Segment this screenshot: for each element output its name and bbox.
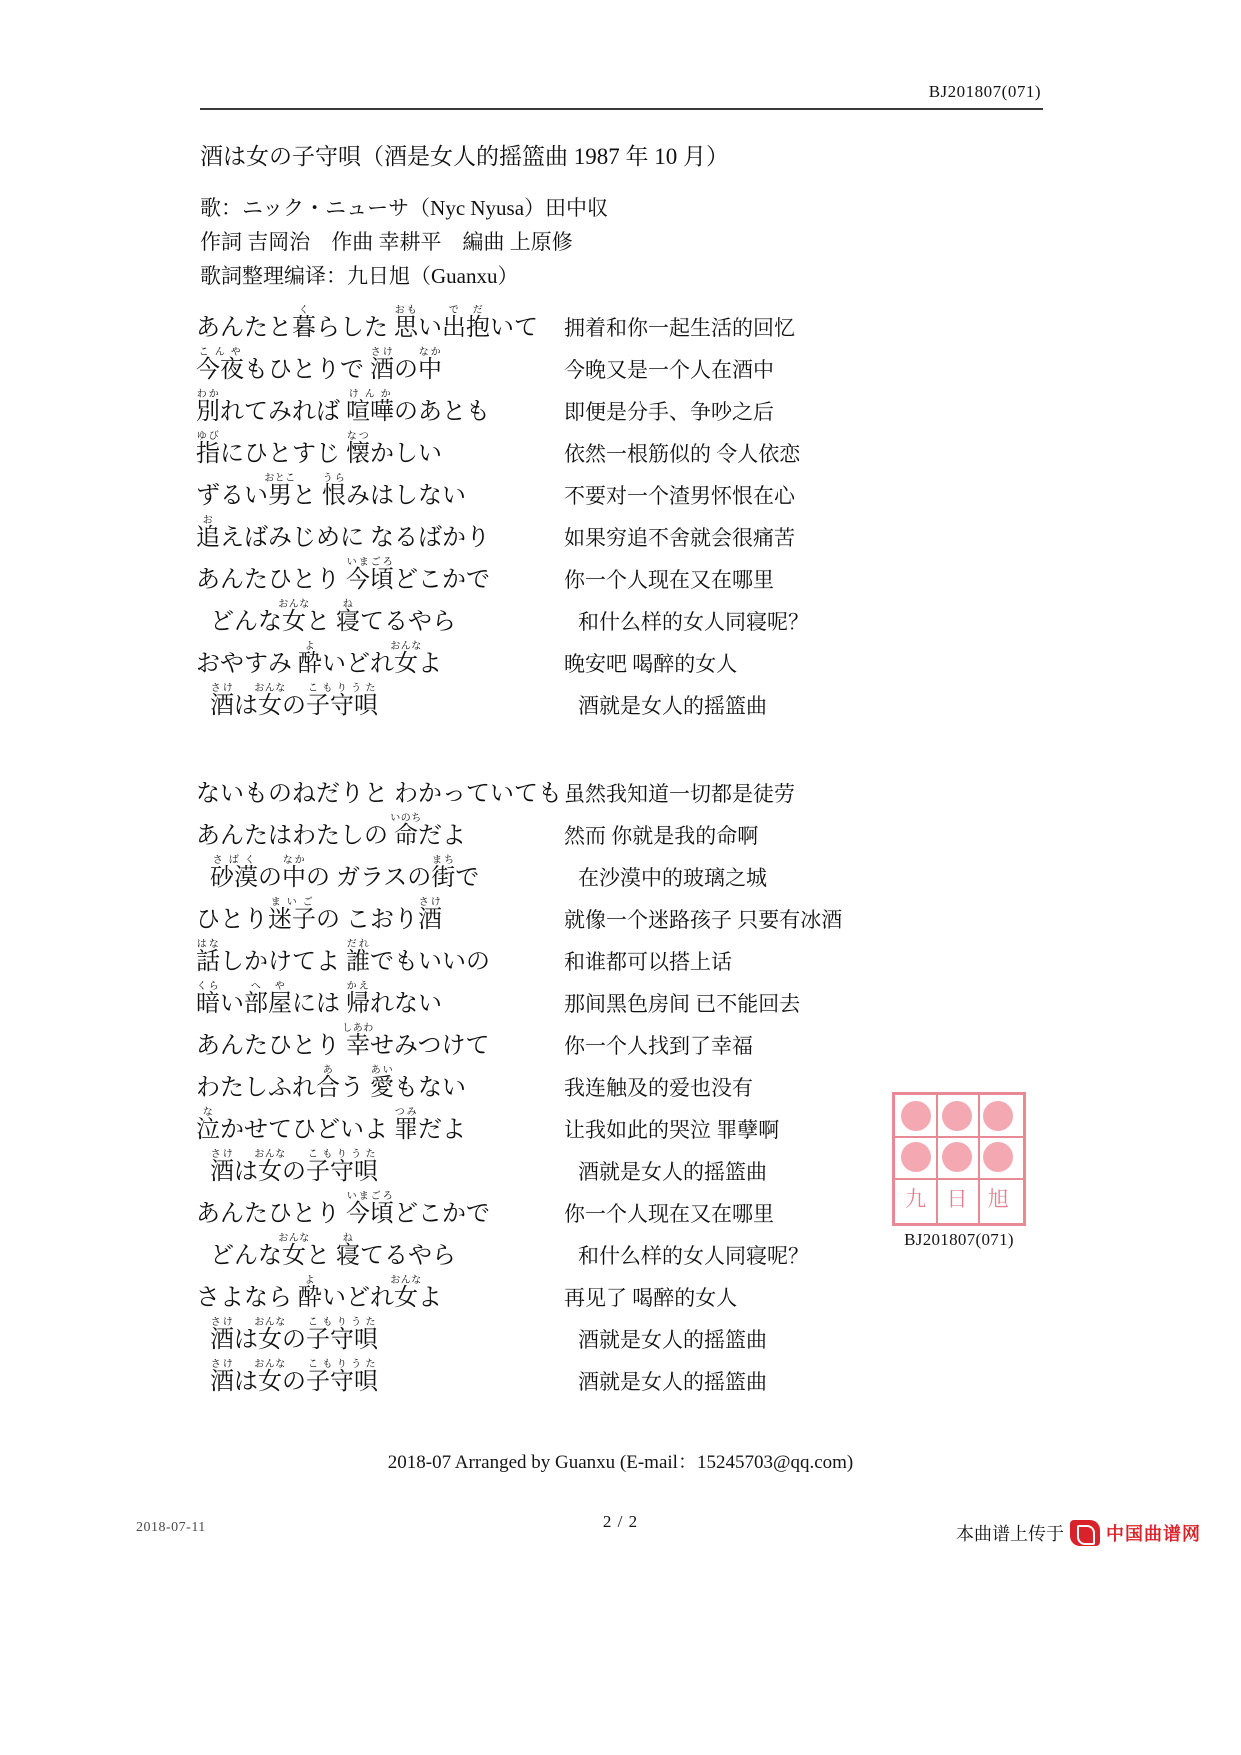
lyric-line: [196, 1354, 1096, 1396]
lyric-stanza: [196, 300, 1096, 720]
lyric-chinese: 今晚又是一个人在酒中: [564, 358, 774, 382]
seal-dot: [942, 1101, 972, 1131]
lyric-japanese: 酒さけは女おんなの子守唄こもりうた: [210, 1359, 378, 1395]
lyric-japanese: 酒さけは女おんなの子守唄こもりうた: [210, 1149, 378, 1185]
seal-stamp: [892, 1092, 1026, 1226]
page-title: 酒は女の子守唄（酒是女人的摇篮曲 1987 年 10 月）: [200, 144, 729, 169]
lyric-japanese: あんたひとり 今頃いまごろどこかで: [196, 1191, 490, 1227]
seal-dot: [983, 1142, 1013, 1172]
lyric-japanese: 話はなしかけてよ 誰だれでもいいの: [196, 939, 490, 975]
lyric-chinese: 虽然我知道一切都是徒劳: [564, 782, 795, 806]
credit-line: 作詞 吉岡治 作曲 幸耕平 編曲 上原修: [200, 229, 573, 254]
lyric-chinese: 如果穷追不舍就会很痛苦: [564, 526, 795, 550]
credits-block: [200, 191, 920, 293]
lyric-chinese: 在沙漠中的玻璃之城: [578, 866, 767, 890]
lyric-japanese: 今夜こんやもひとりで 酒さけの中なか: [196, 347, 442, 383]
lyric-chinese: 然而 你就是我的命啊: [564, 824, 759, 848]
seal-character: 九: [905, 1187, 927, 1212]
lyric-line: [196, 342, 1096, 384]
seal-dot: [901, 1101, 931, 1131]
lyric-chinese: 不要对一个渣男怀恨在心: [564, 484, 795, 508]
header-divider: [200, 108, 1043, 110]
lyrics-body: [196, 300, 1096, 1442]
lyric-chinese: 依然一根筋似的 令人依恋: [564, 442, 801, 466]
lyric-line: [196, 850, 1096, 892]
lyric-chinese: 酒就是女人的摇篮曲: [578, 1328, 767, 1352]
footer-brand-name: 中国曲谱网: [1106, 1524, 1201, 1544]
lyric-line: [196, 552, 1096, 594]
site-logo-icon: [1070, 1520, 1100, 1546]
lyric-chinese: 和什么样的女人同寝呢？: [578, 610, 809, 634]
lyric-chinese: 那间黑色房间 已不能回去: [564, 992, 801, 1016]
lyric-line: [196, 510, 1096, 552]
lyric-japanese: 酒さけは女おんなの子守唄こもりうた: [210, 683, 378, 719]
lyric-japanese: 別わかれてみれば 喧嘩けんかのあとも: [196, 389, 490, 425]
seal-dot: [983, 1101, 1013, 1131]
lyric-japanese: あんたと暮くらした 思おもい出で抱だいて: [196, 305, 538, 341]
lyric-chinese: 你一个人现在又在哪里: [564, 1202, 774, 1226]
lyric-line: [196, 892, 1096, 934]
lyric-japanese: さよなら 酔よいどれ女おんなよ: [196, 1275, 442, 1311]
seal-character: 旭: [987, 1187, 1009, 1212]
lyric-line: [196, 808, 1096, 850]
lyric-chinese: 你一个人现在又在哪里: [564, 568, 774, 592]
lyric-line: [196, 678, 1096, 720]
lyric-japanese: ずるい男おとこと 恨うらみはしない: [196, 473, 466, 509]
lyric-chinese: 就像一个迷路孩子 只要有冰酒: [564, 908, 843, 932]
lyric-line: [196, 426, 1096, 468]
lyric-chinese: 拥着和你一起生活的回忆: [564, 316, 795, 340]
lyric-japanese: 指ゆびにひとすじ 懐なつかしい: [196, 431, 442, 467]
lyric-japanese: どんな女おんなと 寝ねてるやら: [210, 599, 456, 635]
lyric-japanese: ないものねだりと わかっていても: [196, 781, 562, 807]
lyric-japanese: あんたはわたしの 命いのちだよ: [196, 813, 466, 849]
seal-dot: [901, 1142, 931, 1172]
lyric-line: [196, 1018, 1096, 1060]
lyric-japanese: おやすみ 酔よいどれ女おんなよ: [196, 641, 442, 677]
title-block: [200, 140, 920, 293]
lyric-chinese: 晚安吧 喝醉的女人: [564, 652, 738, 676]
footer-arranged-by: 2018-07 Arranged by Guanxu (E-mail：15245703@qq.com): [387, 1452, 854, 1473]
lyric-chinese: 再见了 喝醉的女人: [564, 1286, 738, 1310]
lyric-japanese: わたしふれ合あう 愛あいもない: [196, 1065, 466, 1101]
credit-line: 歌詞整理编译：九日旭（Guanxu）: [200, 263, 519, 288]
seal-code: BJ201807(071): [904, 1230, 1014, 1249]
credit-line: 歌：ニック・ニューサ（Nyc Nyusa）田中収: [200, 195, 609, 220]
lyric-chinese: 酒就是女人的摇篮曲: [578, 1160, 767, 1184]
lyric-japanese: 暗くらい部屋へやには 帰かえれない: [196, 981, 442, 1017]
lyric-line: [196, 594, 1096, 636]
lyric-line: [196, 384, 1096, 426]
lyric-chinese: 酒就是女人的摇篮曲: [578, 694, 767, 718]
footer-brand: [956, 1520, 1201, 1546]
seal-stamp-block: [891, 1092, 1027, 1250]
lyric-chinese: 即便是分手、争吵之后: [564, 400, 774, 424]
lyric-japanese: 酒さけは女おんなの子守唄こもりうた: [210, 1317, 378, 1353]
lyric-chinese: 和什么样的女人同寝呢？: [578, 1244, 809, 1268]
lyric-japanese: 追おえばみじめに なるばかり: [196, 515, 490, 551]
header-document-code: BJ201807(071): [928, 82, 1041, 101]
footer-page-number: 2 / 2: [602, 1512, 639, 1531]
lyric-line: [196, 1312, 1096, 1354]
lyric-line: [196, 300, 1096, 342]
lyric-japanese: 砂漠さばくの中なかの ガラスの街まちで: [210, 855, 480, 891]
lyric-japanese: あんたひとり 今頃いまごろどこかで: [196, 557, 490, 593]
lyric-line: [196, 468, 1096, 510]
footer-brand-prefix: 本曲谱上传于: [956, 1524, 1064, 1544]
lyric-japanese: 泣なかせてひどいよ 罪つみだよ: [196, 1107, 466, 1143]
lyric-chinese: 和谁都可以搭上话: [564, 950, 732, 974]
lyric-chinese: 让我如此的哭泣 罪孽啊: [564, 1118, 780, 1142]
footer-date: 2018-07-11: [136, 1520, 206, 1535]
lyric-line: [196, 766, 1096, 808]
lyric-line: [196, 1270, 1096, 1312]
lyric-japanese: どんな女おんなと 寝ねてるやら: [210, 1233, 456, 1269]
lyric-chinese: 酒就是女人的摇篮曲: [578, 1370, 767, 1394]
seal-character: 日: [946, 1187, 968, 1212]
lyric-line: [196, 934, 1096, 976]
lyric-chinese: 我连触及的爱也没有: [564, 1076, 753, 1100]
lyric-chinese: 你一个人找到了幸福: [564, 1034, 753, 1058]
lyric-line: [196, 636, 1096, 678]
lyric-japanese: あんたひとり 幸しあわせみつけて: [196, 1023, 490, 1059]
lyric-japanese: ひとり迷子まいごの こおり酒さけ: [196, 897, 442, 933]
lyric-stanza: [196, 766, 1096, 1396]
seal-dot: [942, 1142, 972, 1172]
lyric-line: [196, 976, 1096, 1018]
